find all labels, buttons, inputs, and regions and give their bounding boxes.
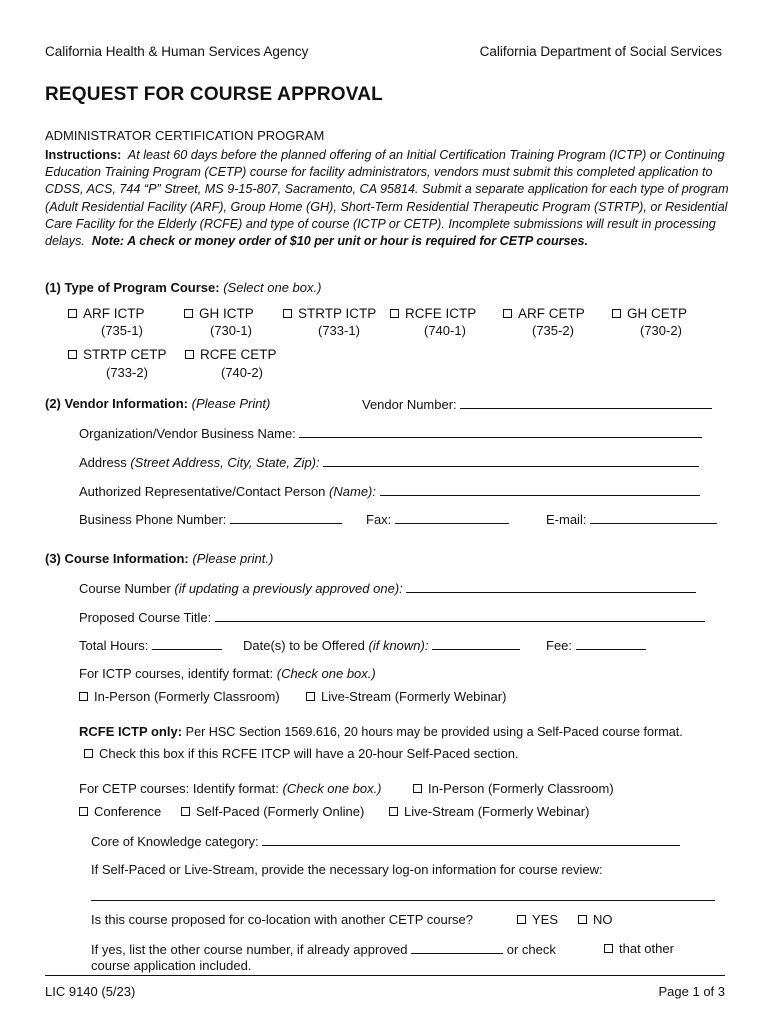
rcfe-self-paced-option[interactable] xyxy=(84,746,519,761)
option-code: (730-1) xyxy=(210,323,252,338)
cetp-conference-option[interactable] xyxy=(79,804,161,819)
fax-label: Fax: xyxy=(366,512,392,527)
checkbox[interactable] xyxy=(503,309,512,318)
section1-title: (1) Type of Program Course: xyxy=(45,280,220,295)
org-name-label: Organization/Vendor Business Name: xyxy=(79,426,296,441)
option-label: Self-Paced (Formerly Online) xyxy=(196,804,365,819)
checkbox[interactable] xyxy=(389,807,398,816)
core-row xyxy=(91,833,680,849)
option-label: NO xyxy=(593,912,613,927)
checkbox[interactable] xyxy=(604,944,613,953)
checkbox[interactable] xyxy=(79,807,88,816)
checkbox[interactable] xyxy=(517,915,526,924)
fee-label: Fee: xyxy=(546,638,573,653)
checkbox[interactable] xyxy=(390,309,399,318)
course-number-row xyxy=(79,580,696,596)
dates-row xyxy=(243,637,520,653)
org-name-field[interactable] xyxy=(299,425,702,438)
ictp-live-stream-option[interactable] xyxy=(306,689,506,704)
fax-field[interactable] xyxy=(395,511,509,524)
email-label: E-mail: xyxy=(546,512,587,527)
dates-field[interactable] xyxy=(432,637,520,650)
other-application-option[interactable] xyxy=(604,941,674,956)
option-label: STRTP ICTP xyxy=(298,306,377,321)
fax-row xyxy=(366,511,509,527)
checkbox[interactable] xyxy=(306,692,315,701)
hours-row xyxy=(79,637,222,653)
instructions-label: Instructions: xyxy=(45,148,122,162)
option-gh-ictp[interactable] xyxy=(184,306,254,321)
address-field[interactable] xyxy=(323,454,699,467)
checkbox[interactable] xyxy=(578,915,587,924)
footer-divider xyxy=(45,975,725,976)
cetp-live-stream-option[interactable] xyxy=(389,804,589,819)
checkbox[interactable] xyxy=(181,807,190,816)
instructions-body: At least 60 days before the planned offering of an Initial Certification Training Program (ICTP) or Continuing Education Training Program (CETP) course for facility administrators, vendors must submit this completed application to CDSS, ACS, 744 “P” Street, MS 9-15-807, Sacramento, CA 95814. Submit a separate application for each type of program (Adult Residential Facility (ARF), Group Home (GH), Short-Term Residential Therapeutic Program (STRTP), or Residential Care Facility for the Elderly (RCFE) and type of course (ICTP or CETP). Incomplete submissions will result in processing delays. xyxy=(45,148,729,249)
course-number-label: Course Number xyxy=(79,581,171,596)
option-label: In-Person (Formerly Classroom) xyxy=(94,689,280,704)
rcfe-text: Per HSC Section 1569.616, 20 hours may be provided using a Self-Paced course format. xyxy=(185,725,683,739)
dates-label: Date(s) to be Offered xyxy=(243,638,365,653)
ifyes-row xyxy=(91,941,556,957)
cetp-format-row xyxy=(79,781,382,796)
ictp-in-person-option[interactable] xyxy=(79,689,280,704)
vendor-number-field[interactable] xyxy=(460,396,712,409)
option-label: RCFE ICTP xyxy=(405,306,477,321)
cetp-in-person-option[interactable] xyxy=(413,781,614,796)
checkbox[interactable] xyxy=(612,309,621,318)
course-title-field[interactable] xyxy=(215,609,705,622)
option-label: YES xyxy=(532,912,559,927)
rep-row xyxy=(79,483,700,499)
section2-heading xyxy=(45,396,270,411)
org-name-row xyxy=(79,425,702,441)
checkbox[interactable] xyxy=(84,749,93,758)
checkbox[interactable] xyxy=(68,350,77,359)
option-label: In-Person (Formerly Classroom) xyxy=(428,781,614,796)
option-gh-cetp[interactable] xyxy=(612,306,687,321)
option-label: Check this box if this RCFE ITCP will have a 20-hour Self-Paced section. xyxy=(99,746,519,761)
ictp-format-label: For ICTP courses, identify format: xyxy=(79,666,274,681)
option-label: GH ICTP xyxy=(199,306,254,321)
instructions xyxy=(45,147,730,250)
checkbox[interactable] xyxy=(283,309,292,318)
phone-field[interactable] xyxy=(230,511,342,524)
phone-label: Business Phone Number: xyxy=(79,512,227,527)
option-code: (740-1) xyxy=(424,323,466,338)
logon-label: If Self-Paced or Live-Stream, provide the necessary log-on information for course review: xyxy=(91,862,603,877)
section3-hint: (Please print.) xyxy=(192,551,274,566)
option-label: that other xyxy=(619,941,674,956)
option-label: ARF CETP xyxy=(518,306,585,321)
rcfe-row xyxy=(79,724,683,739)
checkbox[interactable] xyxy=(413,784,422,793)
option-arf-cetp[interactable] xyxy=(503,306,585,321)
instructions-note: Note: A check or money order of $10 per unit or hour is required for CETP courses. xyxy=(91,234,589,249)
option-code: (730-2) xyxy=(640,323,682,338)
program-name: ADMINISTRATOR CERTIFICATION PROGRAM xyxy=(45,128,325,143)
option-code: (733-2) xyxy=(106,365,148,380)
colocation-no-option[interactable] xyxy=(578,912,613,927)
section1-heading xyxy=(45,280,321,295)
section3-heading xyxy=(45,551,273,566)
course-title-label: Proposed Course Title: xyxy=(79,610,212,625)
vendor-number-label: Vendor Number: xyxy=(362,397,457,412)
email-row xyxy=(546,511,717,527)
section2-title: (2) Vendor Information: xyxy=(45,396,188,411)
option-code: (735-1) xyxy=(101,323,143,338)
option-strtp-ictp[interactable] xyxy=(283,306,376,321)
app-included-label: course application included. xyxy=(91,958,252,973)
page-number: Page 1 of 3 xyxy=(658,984,725,999)
option-rcfe-cetp[interactable] xyxy=(185,347,277,362)
logon-field[interactable] xyxy=(91,888,715,901)
ictp-format-row xyxy=(79,666,376,681)
other-course-number-field[interactable] xyxy=(411,941,503,954)
ictp-format-hint: (Check one box.) xyxy=(276,666,376,681)
form-title: REQUEST FOR COURSE APPROVAL xyxy=(45,84,383,105)
email-field[interactable] xyxy=(590,511,717,524)
address-row xyxy=(79,454,699,470)
option-label: GH CETP xyxy=(627,306,688,321)
form-id: LIC 9140 (5/23) xyxy=(45,984,136,999)
option-label: Live-Stream (Formerly Webinar) xyxy=(321,689,507,704)
course-number-field[interactable] xyxy=(406,580,696,593)
colocation-label: Is this course proposed for co-location with another CETP course? xyxy=(91,912,474,927)
option-label: STRTP CETP xyxy=(83,347,167,362)
option-label: Live-Stream (Formerly Webinar) xyxy=(404,804,590,819)
core-label: Core of Knowledge category: xyxy=(91,834,259,849)
course-number-hint: (if updating a previously approved one): xyxy=(174,581,403,596)
total-hours-field[interactable] xyxy=(152,637,222,650)
course-title-row xyxy=(79,609,705,625)
option-code: (740-2) xyxy=(221,365,263,380)
checkbox[interactable] xyxy=(79,692,88,701)
phone-row xyxy=(79,511,342,527)
fee-row xyxy=(546,637,646,653)
option-rcfe-ictp[interactable] xyxy=(390,306,476,321)
or-check-label: or check xyxy=(506,942,556,957)
option-code: (735-2) xyxy=(532,323,574,338)
dates-hint: (if known): xyxy=(368,638,429,653)
fee-field[interactable] xyxy=(576,637,646,650)
option-code: (733-1) xyxy=(318,323,360,338)
section3-title: (3) Course Information: xyxy=(45,551,189,566)
option-label: ARF ICTP xyxy=(83,306,145,321)
ifyes-label: If yes, list the other course number, if already approved xyxy=(91,942,408,957)
section1-hint: (Select one box.) xyxy=(223,280,322,295)
checkbox[interactable] xyxy=(185,350,194,359)
address-hint: (Street Address, City, State, Zip): xyxy=(130,455,320,470)
checkbox[interactable] xyxy=(184,309,193,318)
checkbox[interactable] xyxy=(68,309,77,318)
colocation-yes-option[interactable] xyxy=(517,912,558,927)
core-field[interactable] xyxy=(262,833,680,846)
vendor-number-row xyxy=(362,396,712,412)
total-hours-label: Total Hours: xyxy=(79,638,149,653)
option-label: RCFE CETP xyxy=(200,347,277,362)
section2-hint: (Please Print) xyxy=(191,396,271,411)
agency-name: California Health & Human Services Agency xyxy=(45,44,309,59)
cetp-format-label: For CETP courses: Identify format: xyxy=(79,781,279,796)
address-label: Address xyxy=(79,455,127,470)
rep-field[interactable] xyxy=(380,483,700,496)
cetp-self-paced-option[interactable] xyxy=(181,804,364,819)
department-name: California Department of Social Services xyxy=(479,44,722,59)
rcfe-label: RCFE ICTP only: xyxy=(79,724,183,739)
option-strtp-cetp[interactable] xyxy=(68,347,167,362)
rep-hint: (Name): xyxy=(329,484,376,499)
option-label: Conference xyxy=(94,804,162,819)
cetp-format-hint: (Check one box.) xyxy=(282,781,382,796)
rep-label: Authorized Representative/Contact Person xyxy=(79,484,326,499)
option-arf-ictp[interactable] xyxy=(68,306,145,321)
